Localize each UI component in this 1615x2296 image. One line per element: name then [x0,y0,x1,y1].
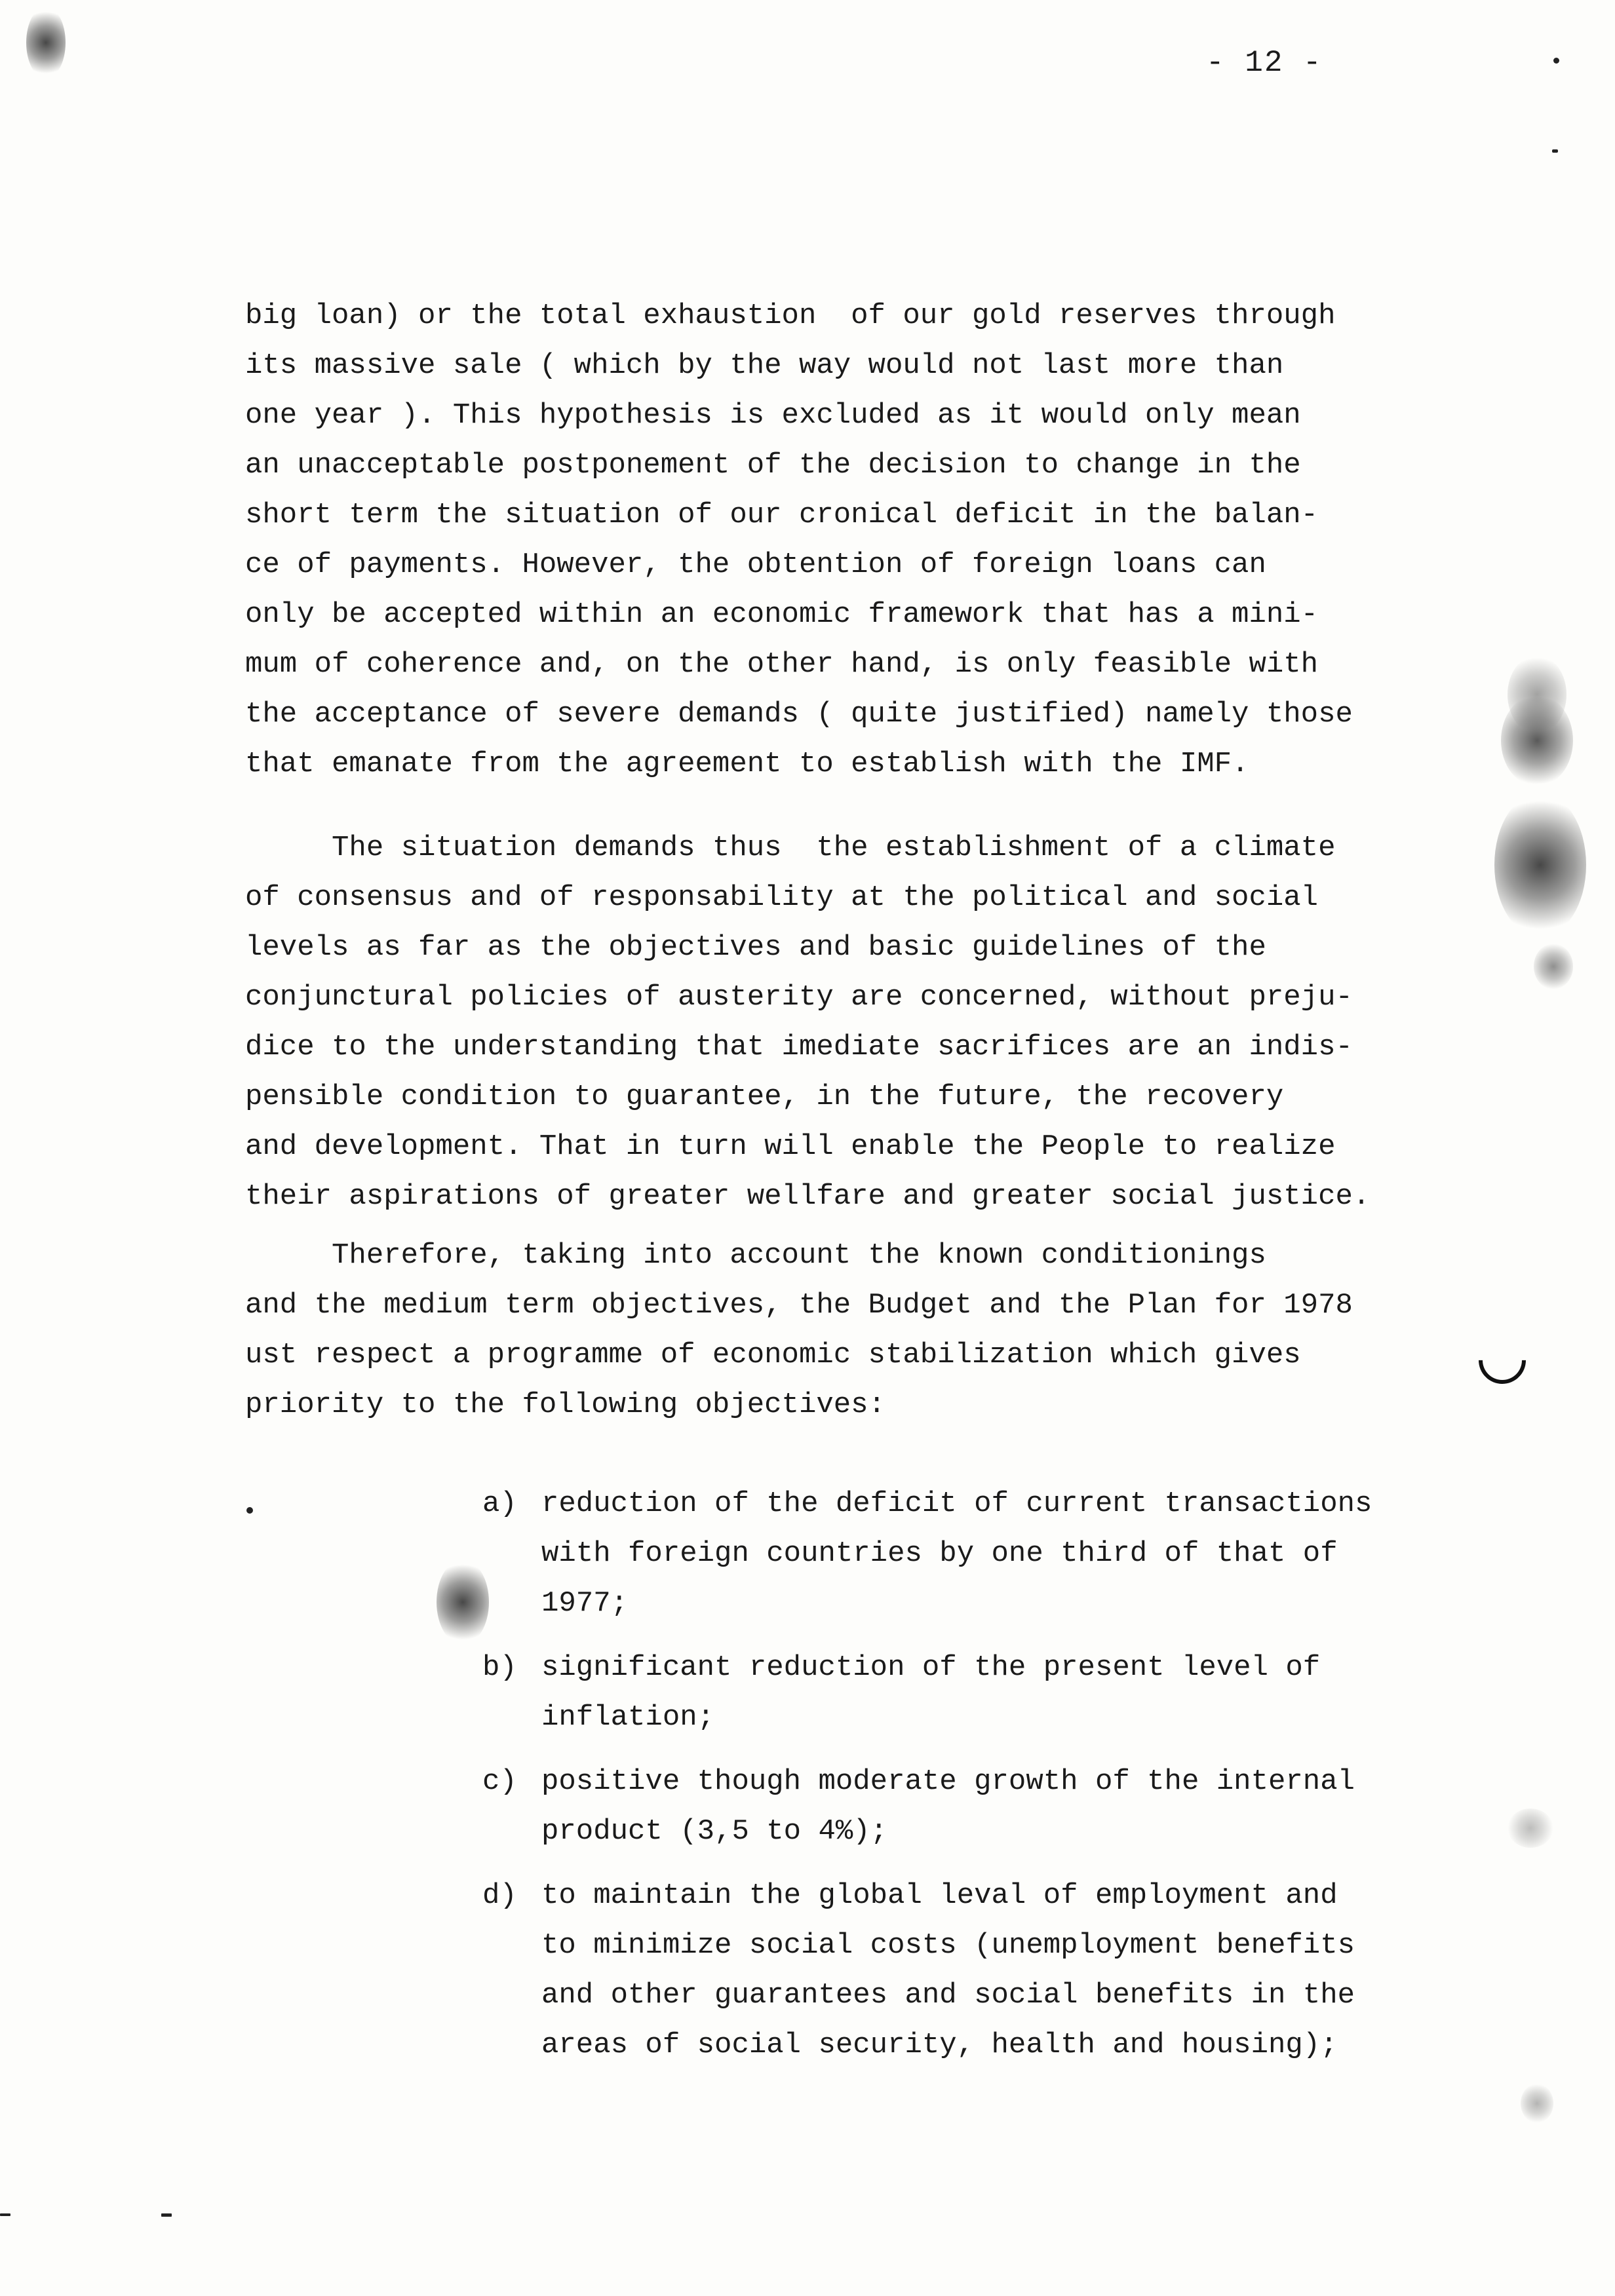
paragraph-3-line: ust respect a programme of economic stabilization which gives [245,1339,1301,1371]
paragraph-1-line: ce of payments. However, the obtention of foreign loans can [245,548,1266,581]
scan-smudge [437,1559,489,1645]
list-marker: b) [482,1651,517,1684]
list-item-line: with foreign countries by one third of that of [541,1537,1338,1570]
list-item-line: 1977; [541,1587,629,1620]
paragraph-1-line: short term the situation of our cronical deficit in the balan- [245,499,1319,531]
paragraph-2-line: conjunctural policies of austerity are concerned, without preju- [245,981,1353,1014]
paragraph-3-line: and the medium term objectives, the Budget and the Plan for 1978 [245,1289,1353,1322]
scan-smudge [1534,944,1573,989]
scan-speck [246,1507,253,1514]
list-marker: c) [482,1765,517,1798]
paragraph-1-line: the acceptance of severe demands ( quite justified) namely those [245,698,1353,731]
paragraph-1-line: its massive sale ( which by the way would not last more than [245,349,1284,382]
scan-speck [1552,149,1558,153]
paragraph-1-line: that emanate from the agreement to establish with the IMF. [245,748,1249,780]
scan-smudge [26,7,66,79]
paragraph-2-line: dice to the understanding that imediate sacrifices are an indis- [245,1031,1353,1063]
list-item-line: and other guarantees and social benefits in the [541,1979,1355,2012]
paragraph-1-line: only be accepted within an economic framework that has a mini- [245,598,1319,631]
list-item-line: reduction of the deficit of current transactions [541,1487,1372,1520]
list-item-line: significant reduction of the present level of [541,1651,1321,1684]
scan-speck [1553,58,1559,64]
scan-smudge [1521,2084,1553,2123]
list-marker: d) [482,1879,517,1912]
list-marker: a) [482,1487,517,1520]
scan-mark [1469,1327,1536,1394]
paragraph-3-line: Therefore, taking into account the known conditionings [245,1239,1266,1272]
paragraph-2-line: their aspirations of greater wellfare and greater social justice. [245,1180,1371,1213]
paragraph-1-line: one year ). This hypothesis is excluded as it would only mean [245,399,1301,432]
paragraph-2-line: of consensus and of responsability at the political and social [245,881,1319,914]
list-item-line: to minimize social costs (unemployment benefits [541,1929,1355,1962]
paragraph-1-line: big loan) or the total exhaustion of our gold reserves through [245,299,1336,332]
paragraph-2-line: and development. That in turn will enable the People to realize [245,1130,1336,1163]
paragraph-2-line: pensible condition to guarantee, in the future, the recovery [245,1081,1284,1113]
list-item-line: inflation; [541,1701,715,1734]
list-item-line: areas of social security, health and housing); [541,2029,1338,2061]
scan-speck [0,2213,10,2216]
page-number: - 12 - [1206,46,1323,80]
paragraph-2-line: The situation demands thus the establishment of a climate [245,832,1336,864]
list-item-line: positive though moderate growth of the internal [541,1765,1355,1798]
scan-smudge [1501,695,1573,786]
paragraph-1-line: mum of coherence and, on the other hand, is only feasible with [245,648,1319,681]
paragraph-2-line: levels as far as the objectives and basic guidelines of the [245,931,1266,964]
paragraph-1-line: an unacceptable postponement of the decision to change in the [245,449,1301,482]
scan-smudge [1508,1808,1553,1848]
list-item-line: product (3,5 to 4%); [541,1815,888,1848]
scan-speck [161,2213,172,2217]
scan-smudge [1494,793,1586,937]
list-item-line: to maintain the global leval of employment and [541,1879,1338,1912]
paragraph-3-line: priority to the following objectives: [245,1388,885,1421]
